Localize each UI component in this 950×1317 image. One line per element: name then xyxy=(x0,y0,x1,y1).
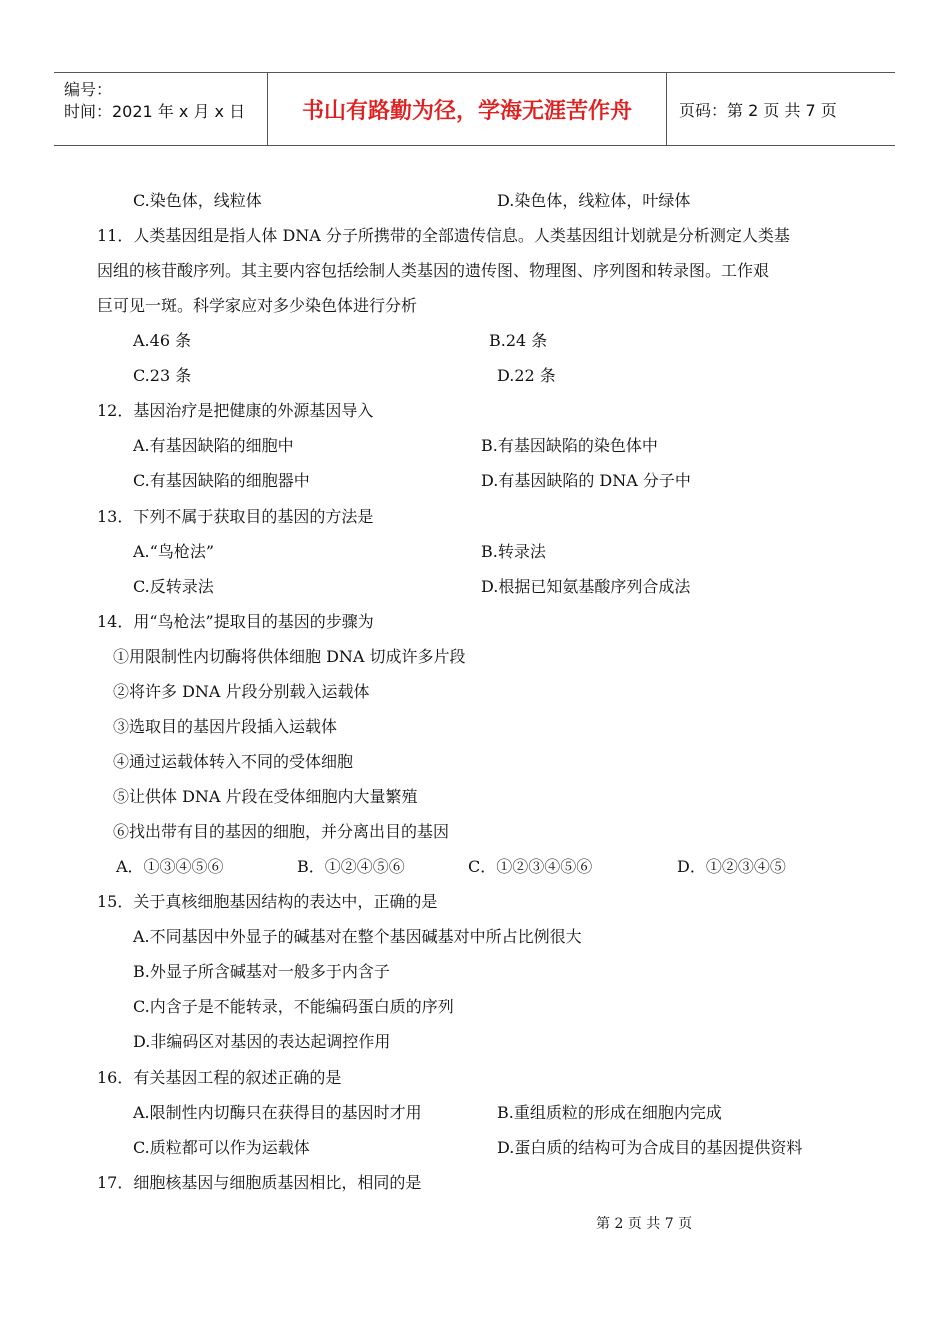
q15-option-c: C.内含子是不能转录，不能编码蛋白质的序列 xyxy=(133,997,454,1016)
q16-text: 16．有关基因工程的叙述正确的是 xyxy=(97,1068,342,1087)
q17-text: 17．细胞核基因与细胞质基因相比，相同的是 xyxy=(97,1173,422,1192)
q16-option-b: B.重组质粒的形成在细胞内完成 xyxy=(497,1103,722,1122)
number-label: 编号： xyxy=(64,80,113,99)
q13-option-b: B.转录法 xyxy=(481,542,546,561)
q16-option-c: C.质粒都可以作为运载体 xyxy=(133,1138,310,1157)
q10-option-d: D.染色体，线粒体，叶绿体 xyxy=(497,191,691,210)
header-page-info: 页码：第 2 页 共 7 页 xyxy=(679,100,837,120)
q11-option-d: D.22 条 xyxy=(497,366,556,385)
q11-option-a: A.46 条 xyxy=(133,331,192,350)
q15-text: 15．关于真核细胞基因结构的表达中，正确的是 xyxy=(97,892,438,911)
q16-option-a: A.限制性内切酶只在获得目的基因时才用 xyxy=(133,1103,422,1122)
header-motto: 书山有路勤为径，学海无涯苦作舟 xyxy=(267,73,667,145)
q14-step-1: ①用限制性内切酶将供体细胞 DNA 切成许多片段 xyxy=(113,647,466,666)
q10-option-c: C.染色体，线粒体 xyxy=(133,191,262,210)
q12-option-b: B.有基因缺陷的染色体中 xyxy=(481,436,658,455)
q12-option-a: A.有基因缺陷的细胞中 xyxy=(133,436,294,455)
time-label: 时间：2021 年 x 月 x 日 xyxy=(64,102,246,121)
q15-option-a: A.不同基因中外显子的碱基对在整个基因碱基对中所占比例很大 xyxy=(133,927,582,946)
q14-option-a: A．①③④⑤⑥ xyxy=(116,857,224,876)
q12-option-d: D.有基因缺陷的 DNA 分子中 xyxy=(481,471,691,490)
q12-option-c: C.有基因缺陷的细胞器中 xyxy=(133,471,310,490)
q11-option-c: C.23 条 xyxy=(133,366,192,385)
q14-step-4: ④通过运载体转入不同的受体细胞 xyxy=(113,752,354,771)
q15-option-b: B.外显子所含碱基对一般多于内含子 xyxy=(133,962,390,981)
q13-option-c: C.反转录法 xyxy=(133,577,214,596)
q14-step-6: ⑥找出带有目的基因的细胞，并分离出目的基因 xyxy=(113,822,450,841)
q12-text: 12．基因治疗是把健康的外源基因导入 xyxy=(97,401,374,420)
q11-text-2: 因组的核苷酸序列。其主要内容包括绘制人类基因的遗传图、物理图、序列图和转录图。工作艰 xyxy=(97,261,770,280)
q14-step-5: ⑤让供体 DNA 片段在受体细胞内大量繁殖 xyxy=(113,787,418,806)
q14-step-2: ②将许多 DNA 片段分别载入运载体 xyxy=(113,682,370,701)
q13-option-a: A.“鸟枪法” xyxy=(133,542,215,561)
q16-option-d: D.蛋白质的结构可为合成目的基因提供资料 xyxy=(497,1138,803,1157)
q13-option-d: D.根据已知氨基酸序列合成法 xyxy=(481,577,691,596)
q14-text: 14．用“鸟枪法”提取目的基因的步骤为 xyxy=(97,612,374,631)
q14-step-3: ③选取目的基因片段插入运载体 xyxy=(113,717,338,736)
q14-option-c: C．①②③④⑤⑥ xyxy=(468,857,593,876)
q11-text-3: 巨可见一斑。科学家应对多少染色体进行分析 xyxy=(97,296,418,315)
q14-option-d: D．①②③④⑤ xyxy=(677,857,786,876)
page-header xyxy=(54,72,895,146)
header-left-cell xyxy=(54,73,267,145)
q15-option-d: D.非编码区对基因的表达起调控作用 xyxy=(133,1032,391,1051)
q14-option-b: B．①②④⑤⑥ xyxy=(297,857,405,876)
q13-text: 13．下列不属于获取目的基因的方法是 xyxy=(97,507,374,526)
page-footer: 第 2 页 共 7 页 xyxy=(596,1216,693,1232)
q11-text-1: 11．人类基因组是指人体 DNA 分子所携带的全部遗传信息。人类基因组计划就是分析测定人类基 xyxy=(97,226,790,245)
q11-option-b: B.24 条 xyxy=(489,331,548,350)
